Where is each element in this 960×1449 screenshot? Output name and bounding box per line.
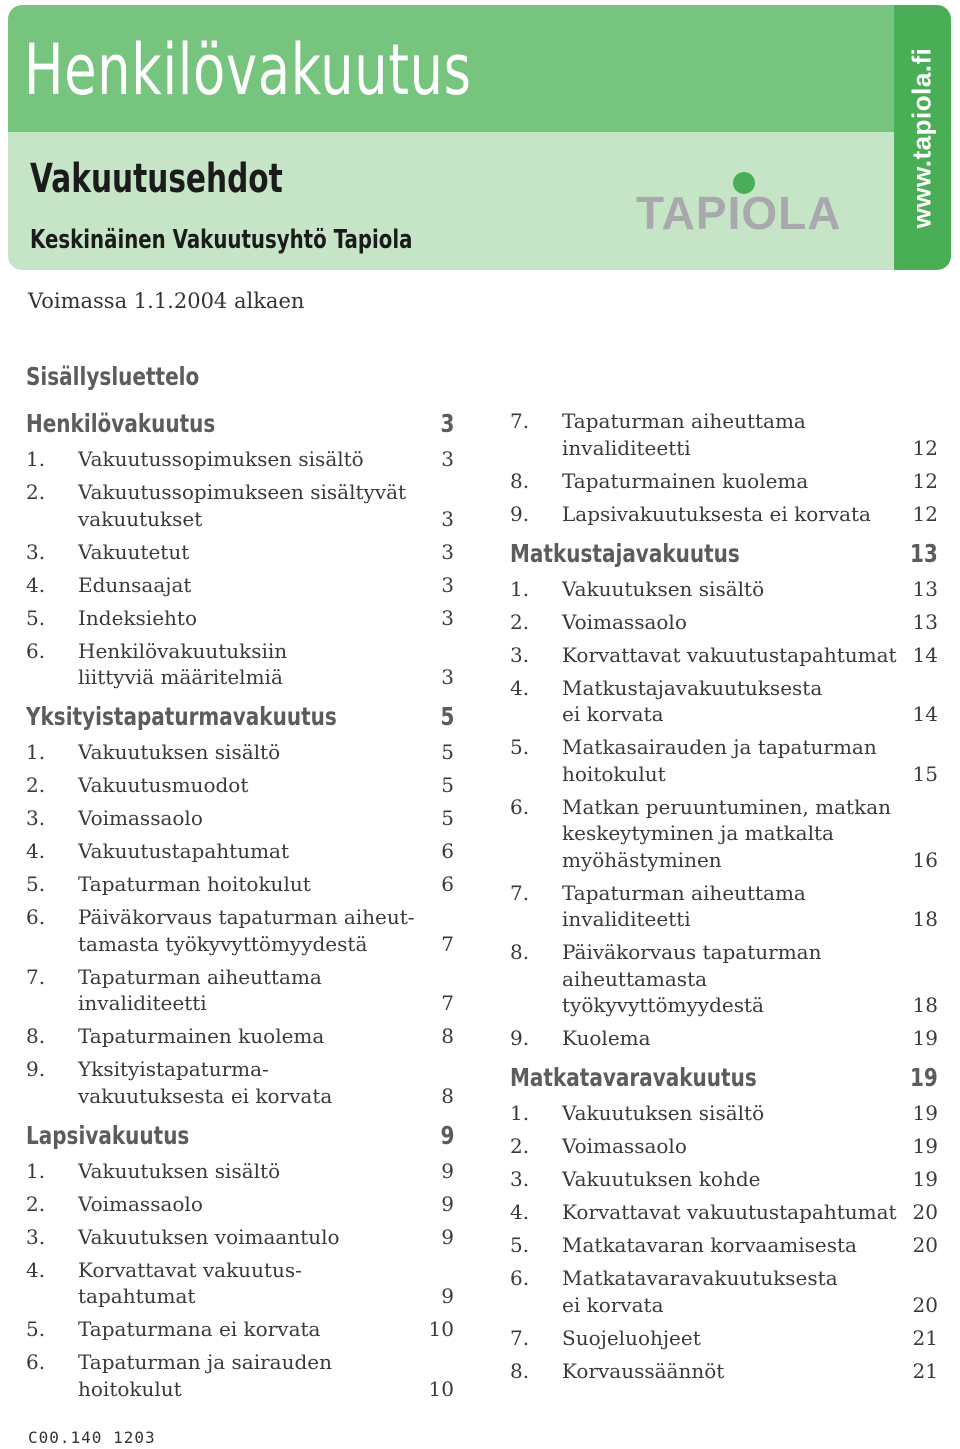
toc-entry-page: 9 — [441, 1191, 454, 1216]
toc-entry-label: Vakuutussopimukseen sisältyvät vakuutukset — [78, 480, 407, 531]
toc-entry-number: 4. — [26, 572, 46, 597]
toc-entry-page: 13 — [912, 609, 938, 634]
validity-date: Voimassa 1.1.2004 alkaen — [28, 289, 305, 313]
toc-entry[interactable] — [26, 536, 454, 569]
toc-entry-number: 3. — [510, 642, 530, 667]
toc-column-left — [26, 405, 454, 1406]
toc-section-page: 13 — [910, 538, 938, 568]
toc-entry-page: 20 — [912, 1292, 938, 1317]
toc-entry-label: Tapaturman hoitokulut — [78, 872, 311, 896]
toc-section-page: 19 — [910, 1063, 938, 1092]
toc-entry-number: 7. — [26, 964, 46, 989]
toc-entry-number: 4. — [26, 839, 46, 863]
toc-entry[interactable] — [26, 736, 454, 769]
toc-entry-label: Lapsivakuutuksesta ei korvata — [562, 501, 871, 526]
toc-entry-page: 18 — [912, 993, 938, 1017]
toc-entry-number: 5. — [510, 1233, 530, 1257]
toc-entry[interactable] — [26, 1155, 454, 1188]
toc-entry-label: Vakuutusmuodot — [78, 773, 249, 797]
toc-entry-label: Suojeluohjeet — [562, 1325, 701, 1350]
toc-entry-number: 7. — [510, 880, 530, 905]
toc-entry[interactable] — [26, 476, 454, 536]
toc-entry[interactable] — [26, 1346, 454, 1406]
toc-entry-label: Yksityistapaturma- vakuutuksesta ei korvata — [78, 1057, 333, 1108]
toc-entry-number: 9. — [510, 1026, 530, 1050]
toc-entry[interactable] — [26, 602, 454, 635]
toc-entry-label: Voimassaolo — [78, 1191, 203, 1216]
toc-entry-number: 8. — [26, 1024, 46, 1048]
toc-section-title: Matkatavaravakuutus — [510, 1063, 757, 1092]
toc-entry-label: Päiväkorvaus tapaturman aiheuttamasta työkyvyttömyydestä — [562, 940, 822, 1017]
toc-entry-number: 9. — [26, 1057, 46, 1081]
toc-entry-page: 3 — [441, 665, 454, 689]
toc-entry[interactable] — [510, 731, 938, 791]
toc-entry[interactable] — [510, 1022, 938, 1055]
toc-entry[interactable] — [510, 672, 938, 732]
toc-entry-page: 12 — [912, 501, 938, 526]
toc-section-heading[interactable] — [26, 1117, 454, 1155]
toc-entry[interactable] — [510, 1130, 938, 1163]
toc-section-page: 3 — [440, 409, 454, 438]
toc-entry-label: Tapaturman aiheuttama invaliditeetti — [562, 880, 806, 931]
toc-section-title: Henkilövakuutus — [26, 409, 216, 438]
toc-entry-page: 10 — [428, 1317, 454, 1341]
toc-section-title: Matkustajavakuutus — [510, 538, 740, 568]
toc-entry-page: 19 — [912, 1026, 938, 1050]
toc-entry-label: Vakuutustapahtumat — [78, 839, 290, 863]
toc-entry-page: 9 — [441, 1158, 454, 1183]
toc-entry-page: 3 — [441, 506, 454, 531]
toc-entry-label: Korvaussäännöt — [562, 1358, 725, 1383]
toc-entry[interactable] — [510, 936, 938, 1022]
toc-entry-page: 6 — [441, 872, 454, 896]
toc-entry-page: 3 — [441, 539, 454, 564]
toc-entry-page: 3 — [441, 447, 454, 471]
toc-entry-page: 7 — [441, 991, 454, 1015]
toc-entry[interactable] — [510, 606, 938, 639]
toc-entry-label: Korvattavat vakuutustapahtumat — [562, 642, 897, 667]
toc-entry-number: 7. — [510, 409, 530, 433]
toc-entry-label: Matkatavaran korvaamisesta — [562, 1233, 857, 1257]
toc-entry[interactable] — [510, 1163, 938, 1196]
toc-entry[interactable] — [26, 769, 454, 802]
toc-entry-number: 6. — [26, 1350, 46, 1374]
toc-entry-number: 2. — [510, 609, 530, 634]
toc-entry-label: Voimassaolo — [562, 609, 687, 634]
toc-entry-label: Tapaturman ja sairauden hoitokulut — [78, 1350, 332, 1401]
toc-entry-number: 6. — [26, 638, 46, 663]
toc-entry-label: Tapaturmainen kuolema — [562, 468, 809, 493]
toc-entry-label: Päiväkorvaus tapaturman aiheut- tamasta työkyvyttömyydestä — [78, 905, 415, 956]
toc-entry-number: 5. — [26, 605, 46, 630]
toc-entry-number: 1. — [26, 447, 46, 471]
toc-entry-page: 3 — [441, 572, 454, 597]
toc-entry[interactable] — [26, 443, 454, 476]
toc-entry-number: 3. — [510, 1167, 530, 1191]
toc-entry-page: 9 — [441, 1224, 454, 1249]
toc-entry[interactable] — [26, 901, 454, 961]
toc-entry-page: 15 — [912, 761, 938, 786]
toc-entry-label: Vakuutuksen sisältö — [78, 1158, 281, 1183]
toc-entry[interactable] — [510, 877, 938, 937]
toc-entry[interactable] — [510, 639, 938, 672]
toc-entry-page: 21 — [912, 1358, 938, 1383]
toc-entry-label: Matkan peruuntuminen, matkan keskeytyminen ja matkalta myöhästyminen — [562, 794, 892, 872]
toc-entry[interactable] — [510, 1097, 938, 1130]
toc-entry[interactable] — [26, 802, 454, 835]
toc-entry-page: 19 — [912, 1101, 938, 1125]
toc-entry[interactable] — [510, 573, 938, 606]
toc-entry-label: Kuolema — [562, 1026, 651, 1050]
toc-entry[interactable] — [26, 961, 454, 1021]
toc-section-heading[interactable] — [26, 698, 454, 736]
toc-entry-page: 14 — [912, 642, 938, 667]
document-code: C00.140 1203 — [28, 1428, 156, 1447]
toc-entry-number: 4. — [510, 675, 530, 700]
toc-title: Sisällysluettelo — [26, 362, 200, 391]
toc-entry[interactable] — [510, 1262, 938, 1322]
toc-section-page: 9 — [440, 1120, 454, 1150]
toc-entry-label: Tapaturmainen kuolema — [78, 1024, 325, 1048]
toc-section-heading[interactable] — [510, 1059, 938, 1097]
logo-text: TAPIOLA — [636, 187, 842, 239]
toc-entry-page: 20 — [912, 1233, 938, 1257]
toc-entry-page: 9 — [441, 1284, 454, 1308]
toc-entry-page: 10 — [428, 1376, 454, 1401]
toc-entry-label: Vakuutuksen sisältö — [562, 1101, 765, 1125]
toc-entry-page: 20 — [912, 1200, 938, 1224]
toc-entry-number: 2. — [510, 1134, 530, 1158]
toc-entry-number: 4. — [26, 1257, 46, 1282]
website-link[interactable]: www.tapiola.fi — [906, 47, 937, 229]
toc-entry-page: 14 — [912, 702, 938, 726]
toc-entry[interactable] — [510, 465, 938, 498]
toc-entry-page: 5 — [441, 740, 454, 764]
toc-entry-page: 18 — [912, 907, 938, 931]
toc-entry-label: Matkustajavakuutuksesta ei korvata — [562, 675, 823, 726]
toc-entry[interactable] — [26, 1254, 454, 1314]
toc-entry[interactable] — [26, 1020, 454, 1053]
toc-entry[interactable] — [510, 405, 938, 465]
toc-entry-label: Vakuutuksen sisältö — [562, 576, 765, 601]
toc-entry-page: 7 — [441, 931, 454, 956]
toc-entry[interactable] — [26, 635, 454, 695]
toc-entry-number: 1. — [510, 1101, 530, 1125]
toc-entry-label: Matkasairauden ja tapaturman hoitokulut — [562, 735, 877, 786]
toc-entry-page: 8 — [441, 1024, 454, 1048]
toc-entry-label: Tapaturmana ei korvata — [78, 1317, 321, 1341]
toc-entry-label: Voimassaolo — [562, 1134, 687, 1158]
toc-column-right — [510, 405, 938, 1388]
toc-section-heading[interactable] — [510, 535, 938, 573]
toc-entry-number: 3. — [26, 1224, 46, 1249]
company-name: Keskinäinen Vakuutusyhtö Tapiola — [30, 225, 413, 255]
toc-entry-number: 6. — [510, 1266, 530, 1290]
toc-entry-number: 1. — [510, 576, 530, 601]
toc-entry[interactable] — [510, 1322, 938, 1355]
toc-entry-label: Indeksiehto — [78, 605, 197, 630]
toc-entry-page: 19 — [912, 1134, 938, 1158]
toc-entry-label: Vakuutetut — [78, 539, 190, 564]
toc-entry[interactable] — [26, 1221, 454, 1254]
toc-section-title: Yksityistapaturmavakuutus — [26, 702, 337, 731]
toc-entry[interactable] — [510, 1355, 938, 1388]
toc-entry-label: Matkatavaravakuutuksesta ei korvata — [562, 1266, 838, 1317]
toc-entry-number: 5. — [510, 735, 530, 759]
toc-entry-label: Vakuutuksen sisältö — [78, 740, 281, 764]
toc-entry-number: 4. — [510, 1200, 530, 1224]
toc-entry[interactable] — [26, 569, 454, 602]
toc-entry-page: 6 — [441, 839, 454, 863]
toc-entry-number: 1. — [26, 740, 46, 764]
toc-entry-number: 2. — [26, 773, 46, 797]
toc-section-page: 5 — [440, 702, 454, 731]
toc-entry-number: 6. — [26, 905, 46, 929]
toc-entry-page: 12 — [912, 435, 938, 460]
toc-entry-label: Tapaturman aiheuttama invaliditeetti — [562, 409, 806, 460]
toc-entry-page: 5 — [441, 773, 454, 797]
page-title: Henkilövakuutus — [24, 29, 472, 111]
toc-entry[interactable] — [510, 498, 938, 531]
toc-entry[interactable] — [510, 791, 938, 877]
toc-section-heading[interactable] — [26, 405, 454, 443]
toc-entry-page: 19 — [912, 1167, 938, 1191]
toc-entry-number: 2. — [26, 1191, 46, 1216]
toc-entry-label: Henkilövakuutuksiin liittyviä määritelmiä — [78, 638, 288, 689]
toc-section-title: Lapsivakuutus — [26, 1120, 190, 1150]
toc-entry-label: Edunsaajat — [78, 572, 192, 597]
toc-entry[interactable] — [510, 1196, 938, 1229]
toc-entry-label: Korvattavat vakuutustapahtumat — [562, 1200, 897, 1224]
toc-entry[interactable] — [26, 868, 454, 901]
toc-entry[interactable] — [26, 1313, 454, 1346]
toc-entry-number: 3. — [26, 539, 46, 564]
toc-entry-page: 12 — [912, 468, 938, 493]
toc-entry-label: Vakuutussopimuksen sisältö — [78, 447, 364, 471]
toc-entry-number: 6. — [510, 794, 530, 819]
toc-entry[interactable] — [26, 1188, 454, 1221]
toc-entry[interactable] — [26, 835, 454, 868]
toc-entry-page: 16 — [912, 847, 938, 872]
toc-entry[interactable] — [510, 1229, 938, 1262]
toc-entry-number: 2. — [26, 480, 46, 504]
toc-entry-label: Korvattavat vakuutus- tapahtumat — [78, 1257, 302, 1308]
toc-entry-page: 5 — [441, 806, 454, 830]
toc-entry-number: 3. — [26, 806, 46, 830]
toc-entry-page: 8 — [441, 1083, 454, 1108]
toc-entry-label: Tapaturman aiheuttama invaliditeetti — [78, 964, 322, 1015]
toc-entry-label: Vakuutuksen voimaantulo — [78, 1224, 340, 1249]
toc-entry-number: 5. — [26, 1317, 46, 1341]
tapiola-logo — [636, 172, 852, 239]
toc-entry-number: 8. — [510, 468, 530, 493]
toc-entry-page: 13 — [912, 576, 938, 601]
toc-entry-number: 8. — [510, 940, 530, 964]
toc-entry-page: 3 — [441, 605, 454, 630]
toc-entry-page: 21 — [912, 1325, 938, 1350]
toc-entry-number: 8. — [510, 1358, 530, 1383]
toc-entry-number: 5. — [26, 872, 46, 896]
toc-entry-label: Vakuutuksen kohde — [562, 1167, 761, 1191]
toc-entry-number: 9. — [510, 501, 530, 526]
toc-entry-label: Voimassaolo — [78, 806, 203, 830]
toc-entry-number: 7. — [510, 1325, 530, 1350]
document-subtitle: Vakuutusehdot — [30, 156, 283, 202]
toc-entry[interactable] — [26, 1053, 454, 1113]
toc-entry-number: 1. — [26, 1158, 46, 1183]
